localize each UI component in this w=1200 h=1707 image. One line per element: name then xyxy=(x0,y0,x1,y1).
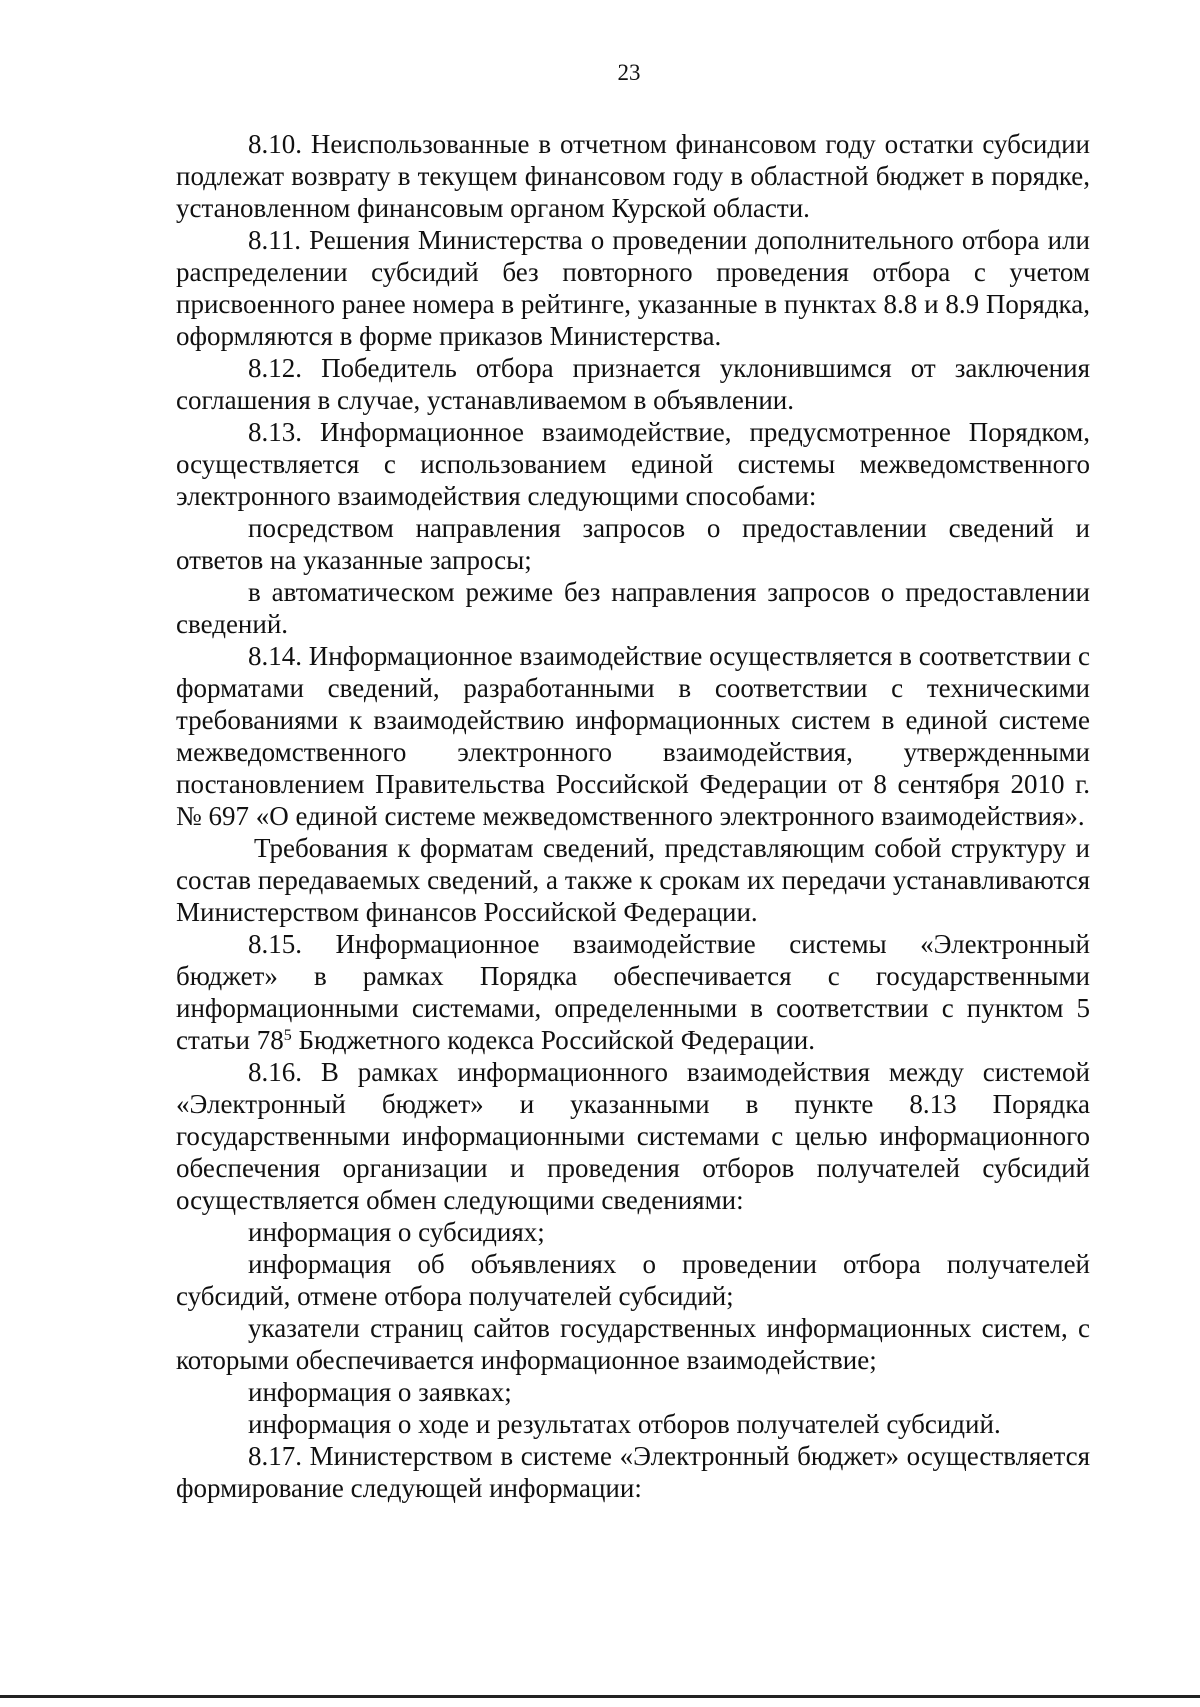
paragraph-8-10: 8.10. Неиспользованные в отчетном финансовом году остатки субсидии подлежат возврату в текущем финансовом году в областной бюджет в порядке, установленном финансовым органом Курской области. xyxy=(176,129,1090,223)
paragraph-8-11: 8.11. Решения Министерства о проведении дополнительного отбора или распределении субсидий без повторного проведения отбора с учетом присвоенного ранее номера в рейтинге, указанные в пунктах 8.8 и 8.9 Порядка, оформляются в форме приказов Министерства. xyxy=(176,225,1090,351)
scan-edge-line xyxy=(0,1695,1200,1698)
list-item-applications: информация о заявках; xyxy=(248,1377,512,1407)
list-item-subsidies: информация о субсидиях; xyxy=(248,1217,545,1247)
paragraph-8-16: 8.16. В рамках информационного взаимодействия между системой «Электронный бюджет» и указанными в пункте 8.13 Порядка государственными информационными системами с целью информационного обеспечения организации и проведения отборов получателей субсидий осуществляется обмен следующими сведениями: xyxy=(176,1057,1090,1215)
list-item-announcements: информация об объявлениях о проведении отбора получателей субсидий, отмене отбора получателей субсидий; xyxy=(176,1249,1090,1311)
paragraph-format-requirements: Требования к форматам сведений, представляющим собой структуру и состав передаваемых сведений, а также к срокам их передачи устанавливаются Министерством финансов Российской Федерации. xyxy=(176,833,1090,927)
paragraph-8-15 xyxy=(176,928,1090,1056)
paragraph-8-15-tail: Бюджетного кодекса Российской Федерации. xyxy=(291,1025,815,1055)
list-item-site-pointers: указатели страниц сайтов государственных информационных систем, с которыми обеспечивается информационное взаимодействие; xyxy=(176,1313,1090,1375)
list-item-results: информация о ходе и результатах отборов получателей субсидий. xyxy=(248,1409,1001,1439)
page-number: 23 xyxy=(617,60,641,85)
paragraph-8-12: 8.12. Победитель отбора признается уклонившимся от заключения соглашения в случае, устанавливаемом в объявлении. xyxy=(176,353,1090,415)
paragraph-8-15-text: 8.15. Информационное взаимодействие системы «Электронный бюджет» в рамках Порядка обеспечивается с государственными информационными системами, определенными в соответствии с пунктом 5 статьи 78 xyxy=(176,929,1090,1055)
document-body xyxy=(176,128,1090,1504)
paragraph-8-14: 8.14. Информационное взаимодействие осуществляется в соответствии с форматами сведений, разработанными в соответствии с техническими требованиями к взаимодействию информационных систем в единой системе межведомственного электронного взаимодействия, утвержденными постановлением Правительства Российской Федерации от 8 сентября 2010 г. № 697 «О единой системе межведомственного электронного взаимодействия». xyxy=(176,641,1090,831)
list-item-automatic: в автоматическом режиме без направления запросов о предоставлении сведений. xyxy=(176,577,1090,639)
paragraph-8-17: 8.17. Министерством в системе «Электронный бюджет» осуществляется формирование следующей информации: xyxy=(176,1441,1090,1503)
paragraph-8-13: 8.13. Информационное взаимодействие, предусмотренное Порядком, осуществляется с использованием единой системы межведомственного электронного взаимодействия следующими способами: xyxy=(176,417,1090,511)
list-item-requests: посредством направления запросов о предоставлении сведений и ответов на указанные запросы; xyxy=(176,513,1090,575)
superscript-article-number: 5 xyxy=(283,1027,292,1044)
